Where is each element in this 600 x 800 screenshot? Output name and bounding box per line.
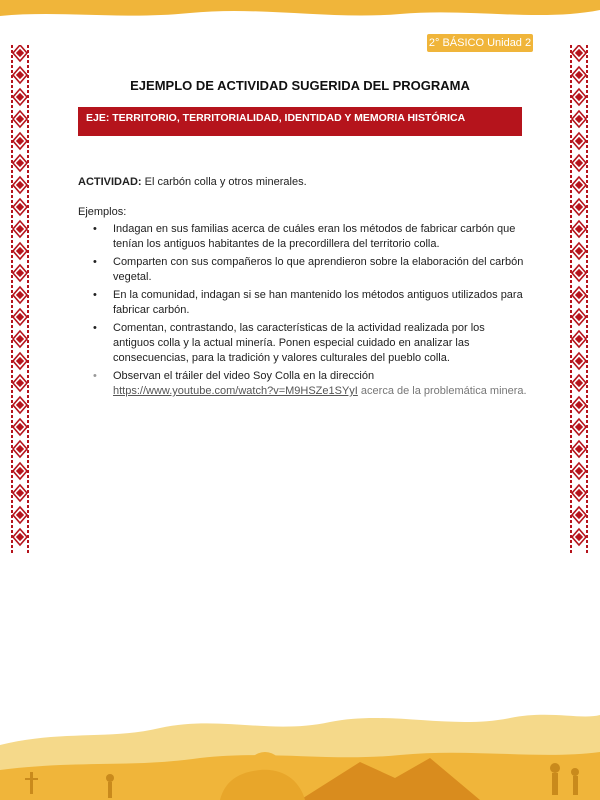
activity-content xyxy=(78,175,528,402)
activity-text: El carbón colla y otros minerales. xyxy=(144,176,307,188)
bullet-icon: • xyxy=(93,256,97,268)
bullet-icon: • xyxy=(93,370,97,382)
top-wave-decoration xyxy=(0,0,600,30)
right-pattern-border xyxy=(569,45,589,555)
examples-list xyxy=(78,222,528,399)
bullet-icon: • xyxy=(93,289,97,301)
video-link[interactable]: https://www.youtube.com/watch?v=M9HSZe1SYyI xyxy=(113,385,358,397)
list-item: • En la comunidad, indagan si se han mantenido los métodos antiguos utilizados para fabricar carbón. xyxy=(93,289,523,316)
list-item: • Comparten con sus compañeros lo que aprendieron sobre la elaboración del carbón vegetal. xyxy=(93,256,524,283)
bottom-landscape-decoration xyxy=(0,700,600,800)
page-title: EJEMPLO DE ACTIVIDAD SUGERIDA DEL PROGRAMA xyxy=(130,78,470,93)
left-pattern-border xyxy=(10,45,30,555)
activity-line xyxy=(78,175,528,190)
bullet-icon: • xyxy=(93,223,97,235)
list-item: • Observan el tráiler del video Soy Colla en la dirección https://www.youtube.com/watch?v=M9HSZe1SYyI acerca de la problemática minera. xyxy=(93,370,527,397)
list-item: • Comentan, contrastando, las características de la actividad realizada por los antiguos colla y la actual minería. Ponen especial cuidado en analizar las consecuencias, para la tradición y valores culturales del pueblo colla. xyxy=(93,322,485,364)
bullet-icon: • xyxy=(93,322,97,334)
grade-unit-badge: 2° BÁSICO Unidad 2 xyxy=(427,34,533,52)
list-item: • Indagan en sus familias acerca de cuáles eran los métodos de fabricar carbón que tenían los antiguos habitantes de la precordillera del territorio colla. xyxy=(93,223,516,250)
examples-label: Ejemplos: xyxy=(78,206,127,218)
eje-banner: EJE: TERRITORIO, TERRITORIALIDAD, IDENTIDAD Y MEMORIA HISTÓRICA xyxy=(78,107,522,136)
activity-label: ACTIVIDAD: xyxy=(78,176,142,188)
